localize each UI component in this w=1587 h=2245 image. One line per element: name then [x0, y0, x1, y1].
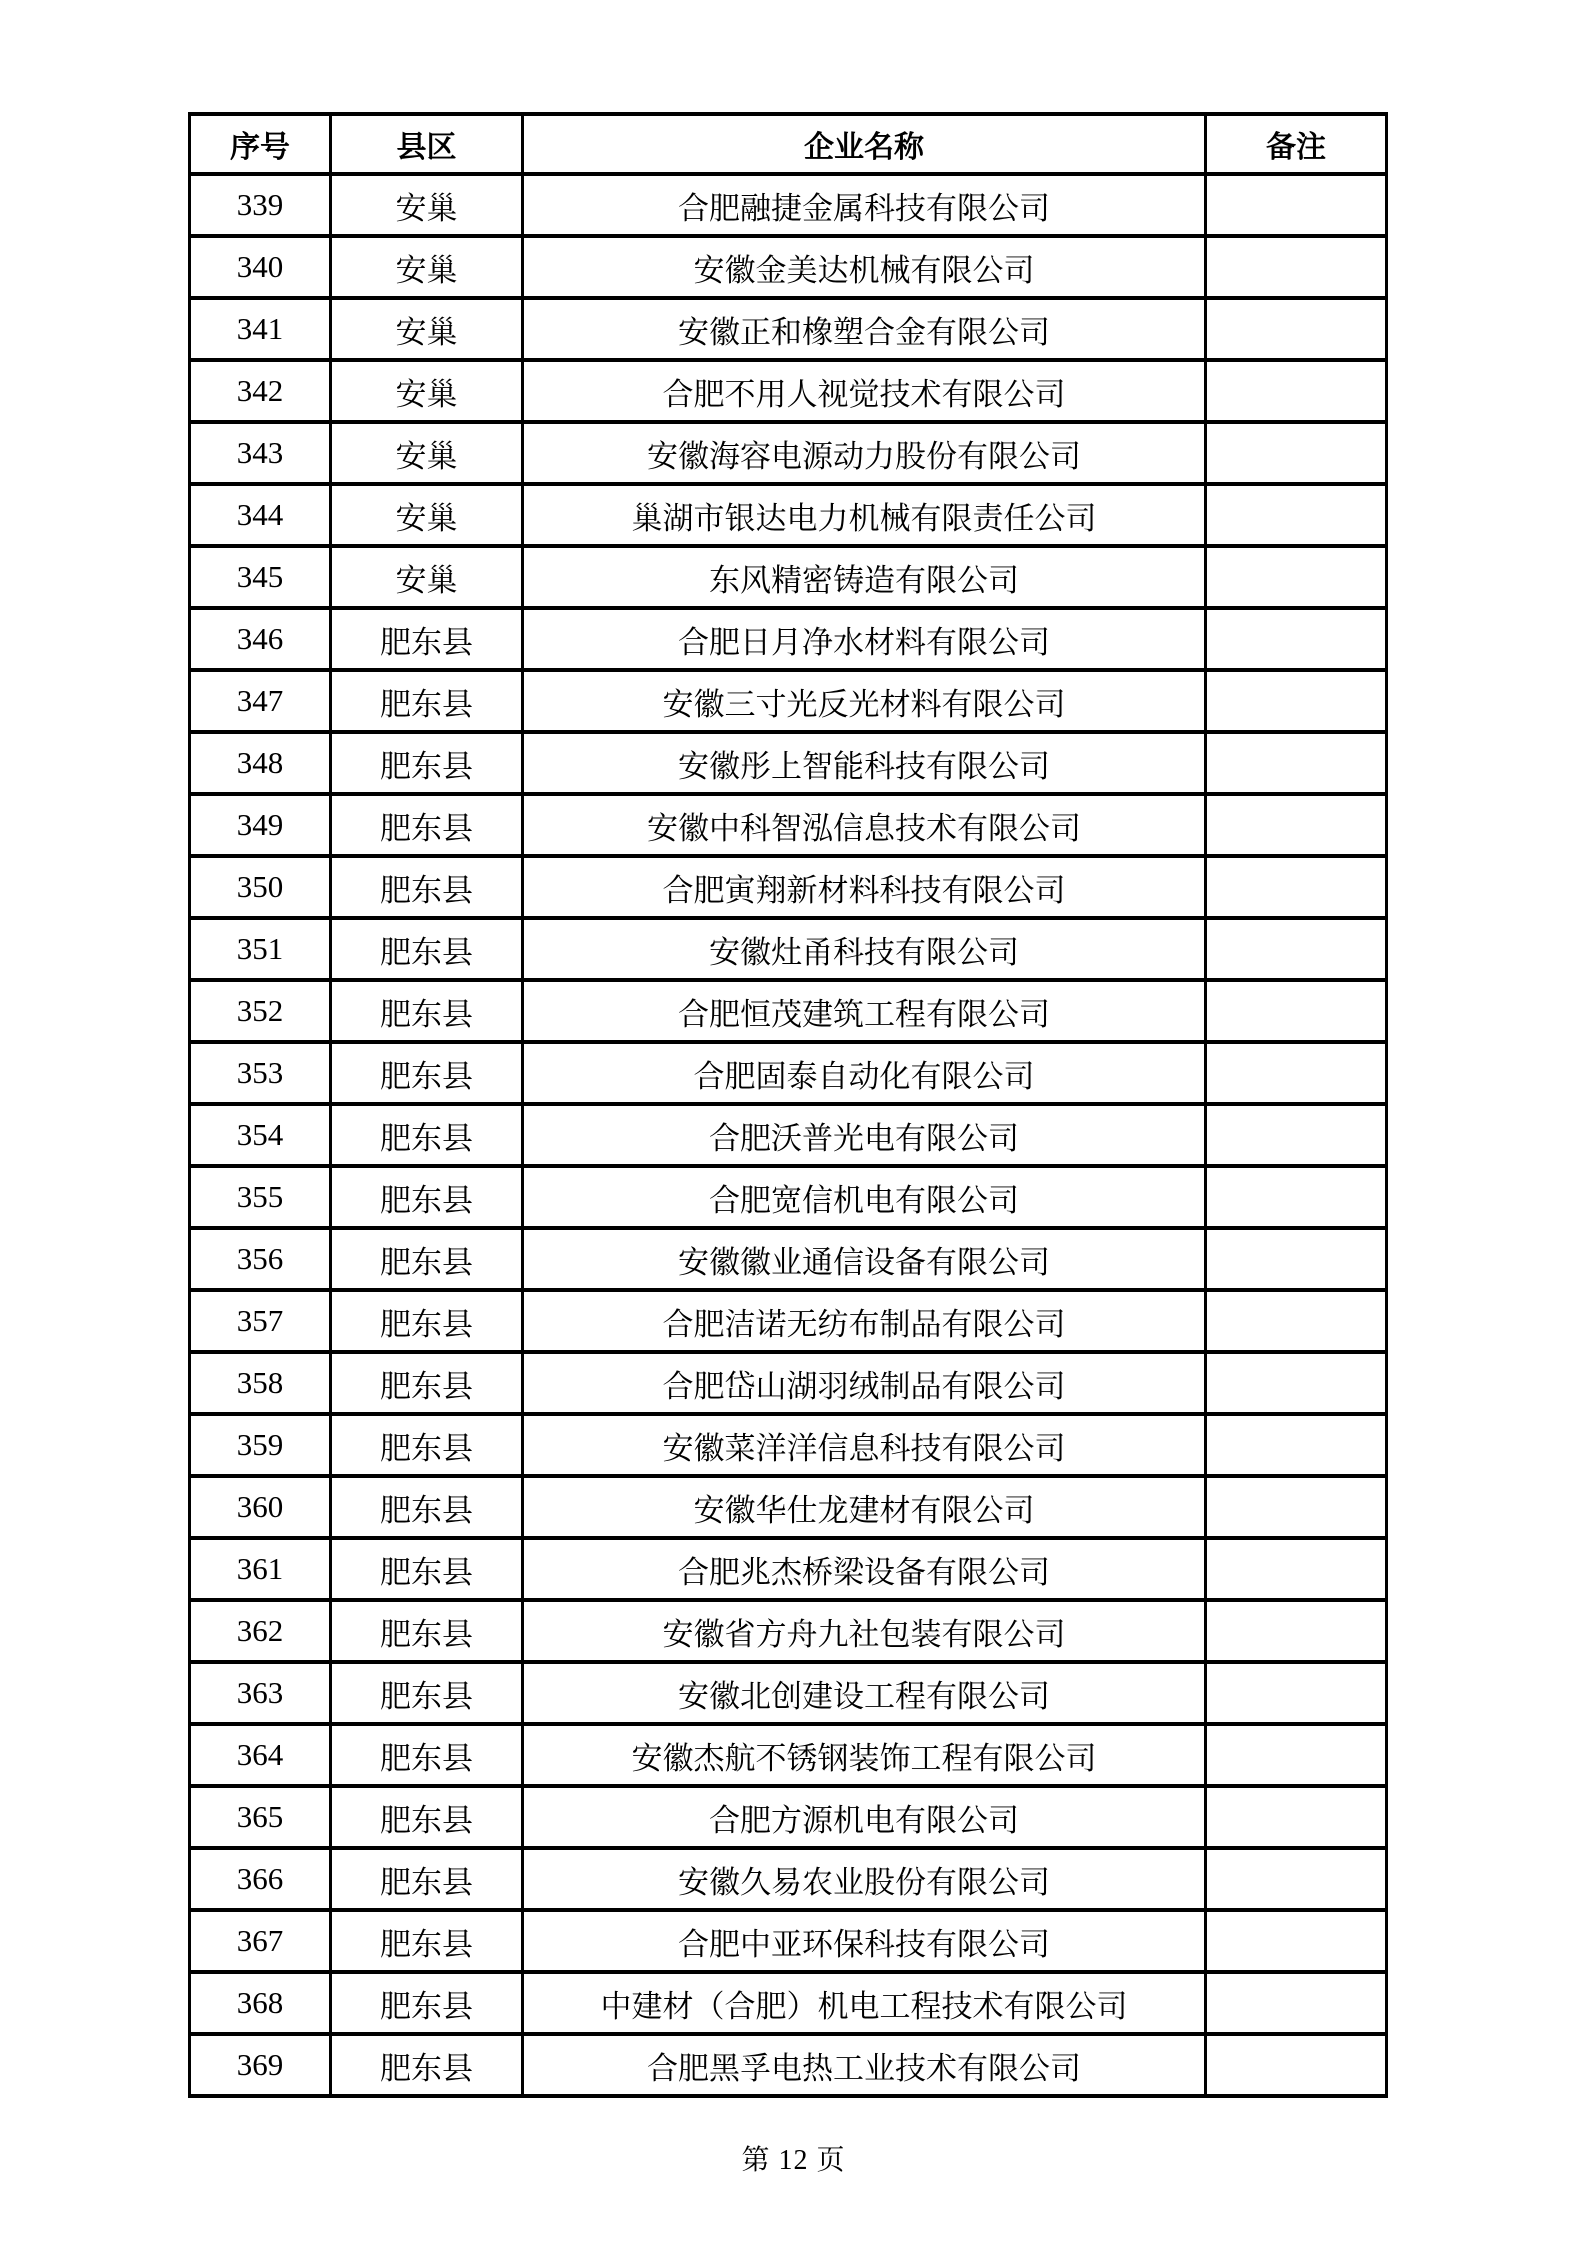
table-row — [190, 1228, 1387, 1290]
row-serial-number: 348 — [190, 732, 331, 794]
row-serial-number: 363 — [190, 1662, 331, 1724]
table-row — [190, 1104, 1387, 1166]
table-row — [190, 918, 1387, 980]
row-company-name: 合肥日月净水材料有限公司 — [523, 608, 1206, 670]
row-company-name: 安徽华仕龙建材有限公司 — [523, 1476, 1206, 1538]
row-company-name: 合肥恒茂建筑工程有限公司 — [523, 980, 1206, 1042]
row-district: 肥东县 — [331, 1600, 523, 1662]
row-serial-number: 362 — [190, 1600, 331, 1662]
row-district: 肥东县 — [331, 608, 523, 670]
row-company-name: 巢湖市银达电力机械有限责任公司 — [523, 484, 1206, 546]
row-remark — [1206, 1910, 1387, 1972]
row-serial-number: 341 — [190, 298, 331, 360]
row-serial-number: 367 — [190, 1910, 331, 1972]
table-row — [190, 732, 1387, 794]
row-remark — [1206, 1042, 1387, 1104]
row-serial-number: 342 — [190, 360, 331, 422]
row-serial-number: 340 — [190, 236, 331, 298]
row-company-name: 合肥方源机电有限公司 — [523, 1786, 1206, 1848]
table-body — [190, 174, 1387, 2096]
table-row — [190, 1600, 1387, 1662]
row-company-name: 合肥岱山湖羽绒制品有限公司 — [523, 1352, 1206, 1414]
row-district: 肥东县 — [331, 1476, 523, 1538]
table-row — [190, 1724, 1387, 1786]
row-company-name: 东风精密铸造有限公司 — [523, 546, 1206, 608]
table-row — [190, 1166, 1387, 1228]
header-serial-number: 序号 — [190, 114, 331, 174]
table-row — [190, 1910, 1387, 1972]
row-district: 肥东县 — [331, 1104, 523, 1166]
row-remark — [1206, 1104, 1387, 1166]
row-remark — [1206, 1414, 1387, 1476]
row-serial-number: 361 — [190, 1538, 331, 1600]
row-district: 肥东县 — [331, 732, 523, 794]
row-district: 肥东县 — [331, 2034, 523, 2096]
row-district: 安巢 — [331, 360, 523, 422]
row-serial-number: 356 — [190, 1228, 331, 1290]
row-district: 肥东县 — [331, 1724, 523, 1786]
row-remark — [1206, 1290, 1387, 1352]
table-row — [190, 546, 1387, 608]
row-district: 肥东县 — [331, 1042, 523, 1104]
row-serial-number: 360 — [190, 1476, 331, 1538]
row-district: 肥东县 — [331, 1352, 523, 1414]
row-company-name: 安徽彤上智能科技有限公司 — [523, 732, 1206, 794]
row-remark — [1206, 732, 1387, 794]
table-row — [190, 1972, 1387, 2034]
row-remark — [1206, 1786, 1387, 1848]
row-serial-number: 358 — [190, 1352, 331, 1414]
row-remark — [1206, 1228, 1387, 1290]
table-header — [190, 114, 1387, 174]
row-remark — [1206, 360, 1387, 422]
row-company-name: 合肥宽信机电有限公司 — [523, 1166, 1206, 1228]
row-remark — [1206, 1724, 1387, 1786]
row-remark — [1206, 608, 1387, 670]
header-company-name: 企业名称 — [523, 114, 1206, 174]
table-row — [190, 1352, 1387, 1414]
row-remark — [1206, 1972, 1387, 2034]
table-row — [190, 236, 1387, 298]
row-district: 安巢 — [331, 236, 523, 298]
row-serial-number: 355 — [190, 1166, 331, 1228]
table-row — [190, 422, 1387, 484]
table-row — [190, 856, 1387, 918]
row-company-name: 合肥融捷金属科技有限公司 — [523, 174, 1206, 236]
company-table — [188, 112, 1388, 2098]
row-remark — [1206, 1352, 1387, 1414]
row-district: 肥东县 — [331, 1228, 523, 1290]
row-company-name: 安徽菜洋洋信息科技有限公司 — [523, 1414, 1206, 1476]
row-serial-number: 345 — [190, 546, 331, 608]
row-serial-number: 354 — [190, 1104, 331, 1166]
row-remark — [1206, 546, 1387, 608]
row-serial-number: 351 — [190, 918, 331, 980]
row-district: 安巢 — [331, 298, 523, 360]
row-district: 肥东县 — [331, 980, 523, 1042]
row-district: 肥东县 — [331, 1848, 523, 1910]
header-district: 县区 — [331, 114, 523, 174]
row-company-name: 安徽徽业通信设备有限公司 — [523, 1228, 1206, 1290]
row-serial-number: 369 — [190, 2034, 331, 2096]
row-remark — [1206, 484, 1387, 546]
table-row — [190, 2034, 1387, 2096]
row-company-name: 合肥不用人视觉技术有限公司 — [523, 360, 1206, 422]
row-district: 肥东县 — [331, 1972, 523, 2034]
table-row — [190, 1662, 1387, 1724]
row-serial-number: 366 — [190, 1848, 331, 1910]
row-remark — [1206, 174, 1387, 236]
row-district: 肥东县 — [331, 670, 523, 732]
table-row — [190, 298, 1387, 360]
table-row — [190, 1290, 1387, 1352]
row-company-name: 合肥兆杰桥梁设备有限公司 — [523, 1538, 1206, 1600]
table-row — [190, 1414, 1387, 1476]
row-serial-number: 347 — [190, 670, 331, 732]
table-row — [190, 1538, 1387, 1600]
table-row — [190, 174, 1387, 236]
row-company-name: 安徽省方舟九社包装有限公司 — [523, 1600, 1206, 1662]
row-district: 肥东县 — [331, 1538, 523, 1600]
page-number: 第 12 页 — [741, 2145, 846, 2176]
row-remark — [1206, 236, 1387, 298]
row-district: 肥东县 — [331, 1166, 523, 1228]
row-company-name: 合肥沃普光电有限公司 — [523, 1104, 1206, 1166]
row-serial-number: 352 — [190, 980, 331, 1042]
row-company-name: 安徽灶甬科技有限公司 — [523, 918, 1206, 980]
row-company-name: 安徽久易农业股份有限公司 — [523, 1848, 1206, 1910]
table-row — [190, 670, 1387, 732]
row-remark — [1206, 980, 1387, 1042]
row-remark — [1206, 1848, 1387, 1910]
row-remark — [1206, 918, 1387, 980]
row-remark — [1206, 1166, 1387, 1228]
table-row — [190, 1476, 1387, 1538]
row-district: 肥东县 — [331, 856, 523, 918]
row-remark — [1206, 670, 1387, 732]
row-serial-number: 368 — [190, 1972, 331, 2034]
row-district: 肥东县 — [331, 1414, 523, 1476]
row-company-name: 合肥固泰自动化有限公司 — [523, 1042, 1206, 1104]
row-company-name: 中建材（合肥）机电工程技术有限公司 — [523, 1972, 1206, 2034]
row-district: 肥东县 — [331, 794, 523, 856]
row-remark — [1206, 1538, 1387, 1600]
row-remark — [1206, 1662, 1387, 1724]
row-serial-number: 339 — [190, 174, 331, 236]
table-row — [190, 1042, 1387, 1104]
row-district: 安巢 — [331, 546, 523, 608]
table-row — [190, 484, 1387, 546]
row-district: 肥东县 — [331, 1786, 523, 1848]
row-district: 肥东县 — [331, 1662, 523, 1724]
header-row — [190, 114, 1387, 174]
row-remark — [1206, 2034, 1387, 2096]
row-serial-number: 346 — [190, 608, 331, 670]
row-serial-number: 349 — [190, 794, 331, 856]
row-district: 安巢 — [331, 174, 523, 236]
row-serial-number: 353 — [190, 1042, 331, 1104]
row-company-name: 安徽中科智泓信息技术有限公司 — [523, 794, 1206, 856]
row-serial-number: 344 — [190, 484, 331, 546]
table-row — [190, 360, 1387, 422]
table-row — [190, 980, 1387, 1042]
row-district: 肥东县 — [331, 1290, 523, 1352]
row-serial-number: 365 — [190, 1786, 331, 1848]
row-company-name: 安徽金美达机械有限公司 — [523, 236, 1206, 298]
row-remark — [1206, 298, 1387, 360]
row-remark — [1206, 794, 1387, 856]
row-district: 安巢 — [331, 422, 523, 484]
row-company-name: 安徽杰航不锈钢装饰工程有限公司 — [523, 1724, 1206, 1786]
row-district: 安巢 — [331, 484, 523, 546]
row-company-name: 合肥寅翔新材料科技有限公司 — [523, 856, 1206, 918]
row-serial-number: 364 — [190, 1724, 331, 1786]
row-serial-number: 359 — [190, 1414, 331, 1476]
table-row — [190, 794, 1387, 856]
row-company-name: 安徽三寸光反光材料有限公司 — [523, 670, 1206, 732]
row-serial-number: 350 — [190, 856, 331, 918]
table-row — [190, 1786, 1387, 1848]
row-district: 肥东县 — [331, 918, 523, 980]
row-district: 肥东县 — [331, 1910, 523, 1972]
row-company-name: 安徽正和橡塑合金有限公司 — [523, 298, 1206, 360]
row-company-name: 合肥洁诺无纺布制品有限公司 — [523, 1290, 1206, 1352]
row-remark — [1206, 1600, 1387, 1662]
row-serial-number: 357 — [190, 1290, 331, 1352]
table-row — [190, 608, 1387, 670]
row-remark — [1206, 422, 1387, 484]
row-company-name: 安徽海容电源动力股份有限公司 — [523, 422, 1206, 484]
row-serial-number: 343 — [190, 422, 331, 484]
row-remark — [1206, 856, 1387, 918]
row-company-name: 合肥黑孚电热工业技术有限公司 — [523, 2034, 1206, 2096]
header-remark: 备注 — [1206, 114, 1387, 174]
table-row — [190, 1848, 1387, 1910]
row-company-name: 安徽北创建设工程有限公司 — [523, 1662, 1206, 1724]
row-remark — [1206, 1476, 1387, 1538]
row-company-name: 合肥中亚环保科技有限公司 — [523, 1910, 1206, 1972]
